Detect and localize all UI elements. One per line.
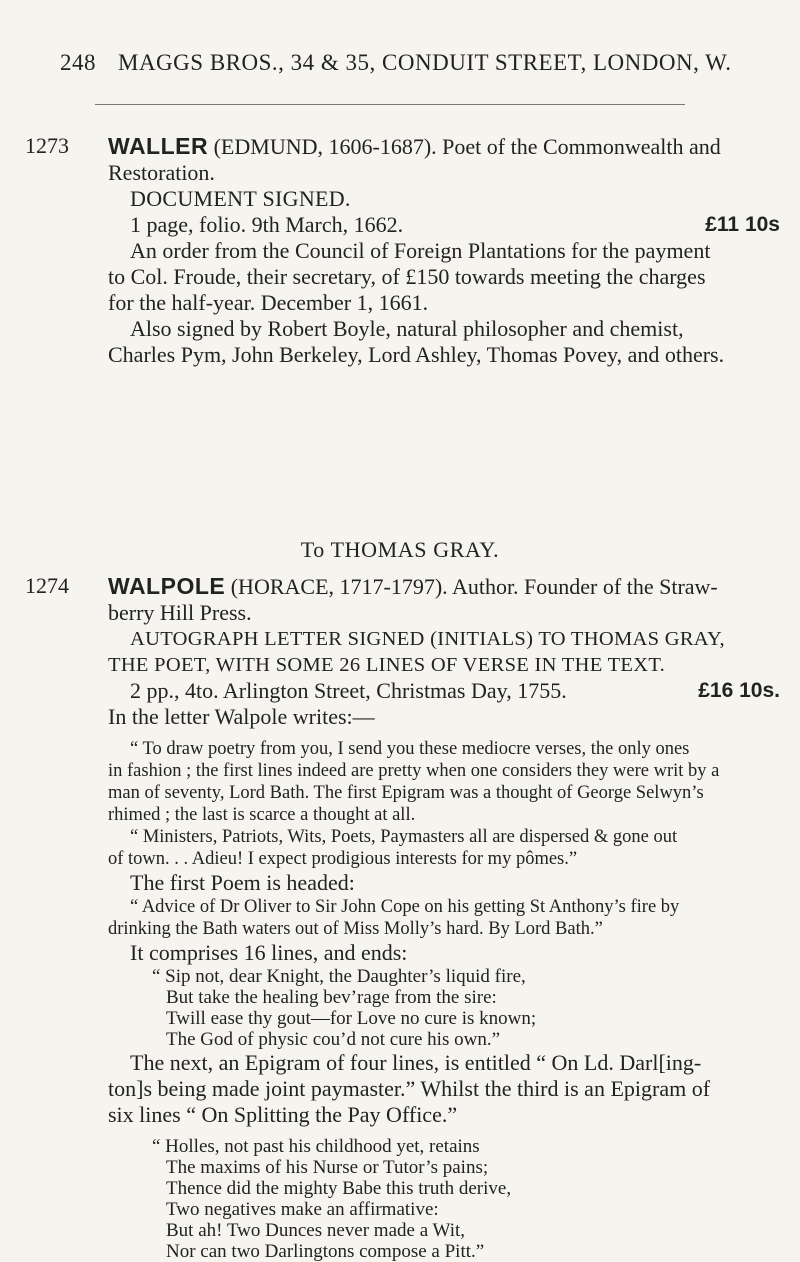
author-description: (EDMUND, 1606-1687). Poet of the Commonwealth and <box>213 134 721 159</box>
lot-details <box>108 678 780 704</box>
author-description-cont: berry Hill Press. <box>108 600 252 625</box>
desc-line: Charles Pym, John Berkeley, Lord Ashley, Thomas Povey, and others. <box>108 342 725 367</box>
letter-quote <box>108 738 780 870</box>
header-divider <box>95 104 685 105</box>
desc-line: ton]s being made joint paymaster.” Whilst the third is an Epigram of <box>108 1076 711 1101</box>
poem-line: Thence did the mighty Babe this truth derive, <box>166 1178 512 1199</box>
poem-1 <box>108 966 780 1050</box>
quote-line: “ To draw poetry from you, I send you these mediocre verses, the only ones <box>130 739 690 759</box>
poem-line: “ Sip not, dear Knight, the Daughter’s liquid fire, <box>152 966 526 987</box>
lot-1274 <box>25 573 780 1262</box>
poem-line: But ah! Two Dunces never made a Wit, <box>166 1220 466 1241</box>
poem-line: “ Holles, not past his childhood yet, retains <box>152 1136 480 1157</box>
lot-number: 1273 <box>25 133 69 158</box>
quote-line: drinking the Bath waters out of Miss Molly’s hard. By Lord Bath.” <box>108 919 603 939</box>
lot-1273 <box>25 133 780 368</box>
poem-intro: The first Poem is headed: <box>130 870 355 895</box>
letter-intro: In the letter Walpole writes:— <box>108 704 375 729</box>
document-type: DOCUMENT SIGNED. <box>130 186 351 211</box>
section-title: To THOMAS GRAY. <box>300 537 500 562</box>
quote-line: “ Ministers, Patriots, Wits, Poets, Paymasters all are dispersed & gone out <box>130 827 678 847</box>
header-text: MAGGS BROS., 34 & 35, CONDUIT STREET, LONDON, W. <box>118 50 732 75</box>
lot-heading <box>108 133 780 160</box>
poem-line: The maxims of his Nurse or Tutor’s pains; <box>166 1157 489 1178</box>
lot-heading <box>108 573 780 600</box>
desc-line: to Col. Froude, their secretary, of £150 towards meeting the charges <box>108 264 706 289</box>
page-header <box>60 50 780 76</box>
item-details: 2 pp., 4to. Arlington Street, Christmas Day, 1755. <box>130 678 567 703</box>
desc-line: Also signed by Robert Boyle, natural philosopher and chemist, <box>130 316 684 341</box>
desc-line: for the half-year. December 1, 1661. <box>108 290 429 315</box>
quote-line: in fashion ; the first lines indeed are pretty when one considers they were writ by a <box>108 761 720 781</box>
desc-line: six lines “ On Splitting the Pay Office.” <box>108 1102 458 1127</box>
poem-length: It comprises 16 lines, and ends: <box>130 940 408 965</box>
desc-line: An order from the Council of Foreign Plantations for the payment <box>130 238 711 263</box>
item-details: 1 page, folio. 9th March, 1662. <box>130 212 404 237</box>
document-type: AUTOGRAPH LETTER SIGNED (INITIALS) TO THOMAS GRAY, <box>130 628 725 650</box>
quote-line: “ Advice of Dr Oliver to Sir John Cope on his getting St Anthony’s fire by <box>130 897 680 917</box>
poem-2 <box>108 1136 780 1262</box>
poem-line: Nor can two Darlingtons compose a Pitt.” <box>166 1241 485 1262</box>
quote-line: rhimed ; the last is scarce a thought at all. <box>108 805 416 825</box>
lot-number: 1274 <box>25 573 69 598</box>
poem-line: Twill ease thy gout—for Love no cure is known; <box>166 1008 537 1029</box>
item-price: £11 10s <box>705 213 780 236</box>
poem-line: But take the healing bev’rage from the sire: <box>166 987 497 1008</box>
poem-line: Two negatives make an affirmative: <box>166 1199 439 1220</box>
author-name: WALLER <box>108 133 209 159</box>
quote-line: of town. . . Adieu! I expect prodigious interests for my pômes.” <box>108 849 578 869</box>
author-name: WALPOLE <box>108 573 226 599</box>
poem-line: The God of physic cou’d not cure his own.” <box>166 1029 501 1050</box>
item-price: £16 10s. <box>698 679 780 702</box>
desc-line: The next, an Epigram of four lines, is entitled “ On Ld. Darl[ing- <box>130 1050 702 1075</box>
quote-line: man of seventy, Lord Bath. The first Epigram was a thought of George Selwyn’s <box>108 783 704 803</box>
document-type: THE POET, WITH SOME 26 LINES OF VERSE IN THE TEXT. <box>108 654 666 676</box>
lot-details <box>108 212 780 238</box>
author-description: (HORACE, 1717-1797). Author. Founder of the Straw- <box>230 574 718 599</box>
author-description-cont: Restoration. <box>108 160 215 185</box>
page-number: 248 <box>60 50 96 75</box>
